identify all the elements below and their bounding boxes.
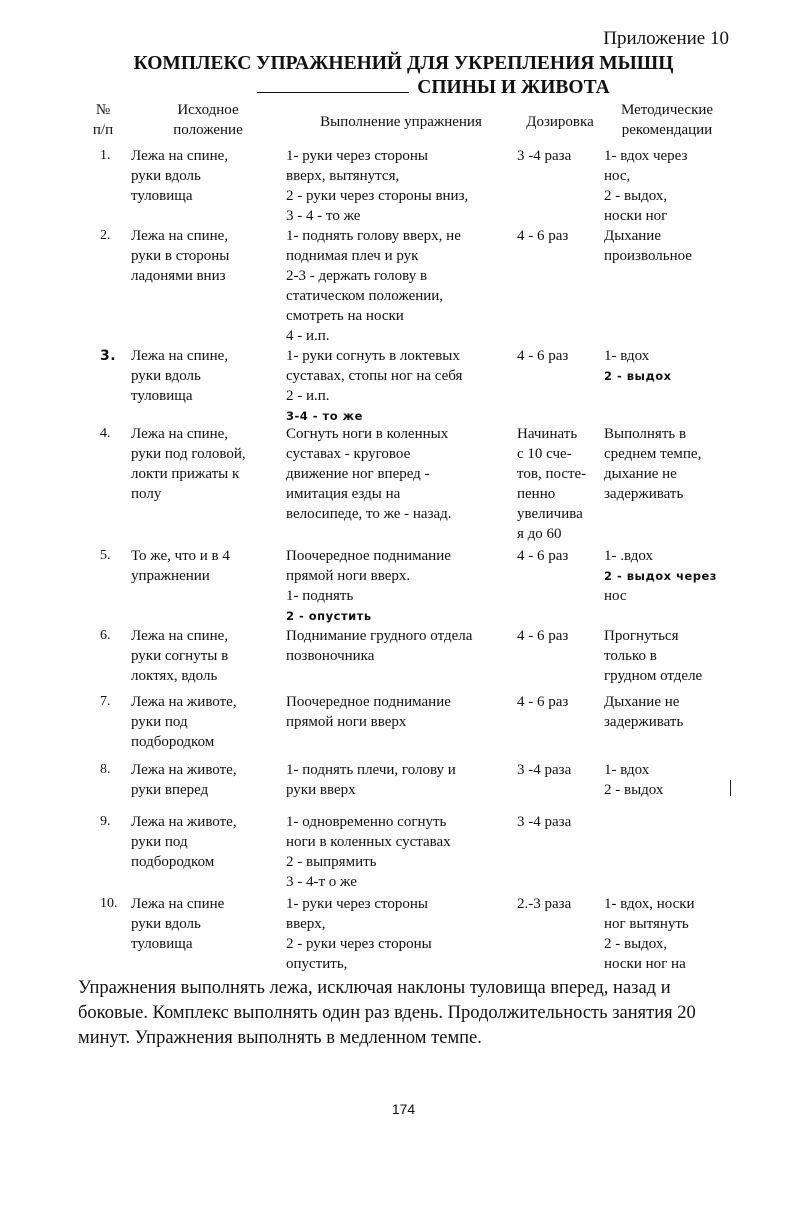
recommendations-line: грудном отделе	[604, 668, 703, 684]
recommendations-line: 1- вдох	[604, 348, 650, 364]
position-line: Лежа на спине,	[131, 348, 229, 364]
row-2-dosage	[517, 226, 607, 246]
position-line: Лежа на спине,	[131, 426, 229, 442]
row-10-num	[100, 894, 134, 914]
row-6-execution	[286, 626, 514, 666]
row-7-position	[131, 692, 281, 752]
row-10-dosage	[517, 894, 607, 914]
recommendations-line: ног вытянуть	[604, 916, 689, 932]
header-dosage	[514, 112, 606, 132]
header-recommendations-line: рекомендации	[621, 122, 713, 138]
position-line: ладонями вниз	[131, 268, 226, 284]
execution-line: 2 - и.п.	[286, 388, 330, 404]
position-line: локти прижаты к	[131, 466, 240, 482]
header-num	[88, 100, 118, 140]
row-5-execution	[286, 546, 514, 626]
position-line: То же, что и в 4	[131, 548, 230, 564]
execution-line: суставах - круговое	[286, 446, 411, 462]
recommendations-line: произвольное	[604, 248, 692, 264]
row-7-execution	[286, 692, 514, 732]
execution-line: вверх,	[286, 916, 326, 932]
row-8-num	[100, 760, 134, 780]
position-line: руки в стороны	[131, 248, 230, 264]
dosage-line: 4 - 6 раз	[517, 348, 569, 364]
title-underline	[257, 76, 409, 93]
position-line: руки вдоль	[131, 368, 201, 384]
page-number: 174	[391, 1101, 416, 1117]
row-9-num	[100, 812, 134, 832]
execution-line: имитация езды на	[286, 486, 401, 502]
row-2-execution	[286, 226, 514, 346]
row-3-position	[131, 346, 281, 406]
row-8-dosage	[517, 760, 607, 780]
position-line: Лежа на животе,	[131, 814, 237, 830]
row-5-position	[131, 546, 281, 586]
position-line: локтях, вдоль	[131, 668, 218, 684]
position-line: Лежа на спине,	[131, 228, 229, 244]
row-10-execution	[286, 894, 514, 974]
recommendations-line: 2 - выдох через	[604, 569, 717, 583]
header-recommendations-line: Методические	[620, 102, 714, 118]
recommendations-line: носки ног	[604, 208, 668, 224]
appendix-label: Приложение 10	[603, 28, 729, 49]
execution-line: 1- поднять голову вверх, не	[286, 228, 461, 244]
dosage-line: 2.-3 раза	[517, 896, 572, 912]
row-2-recommendations	[604, 226, 734, 266]
recommendations-line: Дыхание не	[604, 694, 680, 710]
header-execution	[296, 112, 506, 132]
row-1-position	[131, 146, 281, 206]
execution-line: Поднимание грудного отдела	[286, 628, 473, 644]
row-5-dosage	[517, 546, 607, 566]
recommendations-line: задерживать	[604, 714, 684, 730]
num-line: 3.	[100, 348, 117, 364]
num-line: 5.	[100, 548, 111, 563]
row-5-num	[100, 546, 134, 566]
execution-line: позвоночника	[286, 648, 375, 664]
position-line: руки вдоль	[131, 916, 201, 932]
recommendations-line: 2 - выдох,	[604, 188, 668, 204]
execution-line: Поочередное поднимание	[286, 694, 451, 710]
execution-line: вверх, вытянутся,	[286, 168, 400, 184]
recommendations-line: 2 - выдох	[604, 369, 672, 383]
recommendations-line: нос,	[604, 168, 631, 184]
header-num-line: №	[95, 102, 111, 118]
num-line: 1.	[100, 148, 111, 163]
header-position	[148, 100, 268, 140]
row-4-execution	[286, 424, 514, 524]
position-line: руки согнуты в	[131, 648, 229, 664]
position-line: Лежа на животе,	[131, 694, 237, 710]
execution-line: 2-3 - держать голову в	[286, 268, 428, 284]
position-line: Лежа на спине	[131, 896, 225, 912]
recommendations-line: носки ног на	[604, 956, 686, 972]
execution-line: 1- руки через стороны	[286, 148, 428, 164]
position-line: Лежа на спине,	[131, 148, 229, 164]
row-8-execution	[286, 760, 514, 800]
title-line-2: СПИНЫ И ЖИВОТА	[417, 77, 610, 98]
position-line: руки под	[131, 834, 188, 850]
row-5-recommendations	[604, 546, 734, 606]
execution-line: 3-4 - то же	[286, 409, 363, 423]
execution-line: суставах, стопы ног на себя	[286, 368, 463, 384]
position-line: Лежа на животе,	[131, 762, 237, 778]
title-line-2-wrapper	[0, 76, 807, 100]
execution-line: опустить,	[286, 956, 348, 972]
row-1-dosage	[517, 146, 607, 166]
row-7-dosage	[517, 692, 607, 712]
position-line: упражнении	[131, 568, 210, 584]
position-line: руки под	[131, 714, 188, 730]
execution-line: велосипеде, то же - назад.	[286, 506, 452, 522]
execution-line: 2 - руки через стороны	[286, 936, 432, 952]
execution-line: движение ног вперед -	[286, 466, 430, 482]
position-line: туловища	[131, 936, 193, 952]
recommendations-line: Выполнять в	[604, 426, 687, 442]
row-1-num	[100, 146, 134, 166]
recommendations-line: среднем темпе,	[604, 446, 702, 462]
page-title	[0, 52, 807, 100]
execution-line: 4 - и.п.	[286, 328, 330, 344]
recommendations-line: 2 - выдох,	[604, 936, 668, 952]
row-1-recommendations	[604, 146, 734, 226]
position-line: Лежа на спине,	[131, 628, 229, 644]
dosage-line: 3 -4 раза	[517, 148, 572, 164]
dosage-line: тов, посте-	[517, 466, 587, 482]
row-6-recommendations	[604, 626, 734, 686]
num-line: 6.	[100, 628, 111, 643]
row-9-dosage	[517, 812, 607, 832]
recommendations-line: нос	[604, 588, 627, 604]
num-line: 10.	[100, 896, 118, 911]
row-10-position	[131, 894, 281, 954]
row-9-execution	[286, 812, 514, 892]
row-4-position	[131, 424, 281, 504]
recommendations-line: только в	[604, 648, 657, 664]
dosage-line: пенно	[517, 486, 556, 502]
dosage-line: 4 - 6 раз	[517, 228, 569, 244]
num-line: 4.	[100, 426, 111, 441]
dosage-line: я до 60	[517, 526, 562, 542]
row-8-position	[131, 760, 281, 800]
dosage-line: 4 - 6 раз	[517, 694, 569, 710]
execution-line: Согнуть ноги в коленных	[286, 426, 449, 442]
recommendations-line: Дыхание	[604, 228, 661, 244]
execution-line: 2 - опустить	[286, 609, 372, 623]
execution-line: Поочередное поднимание	[286, 548, 451, 564]
dosage-line: Начинать	[517, 426, 578, 442]
row-8-recommendations	[604, 760, 734, 800]
execution-line: ноги в коленных суставах	[286, 834, 451, 850]
row-3-recommendations	[604, 346, 734, 386]
position-line: руки вдоль	[131, 168, 201, 184]
execution-line: 1- руки через стороны	[286, 896, 428, 912]
num-line: 2.	[100, 228, 111, 243]
num-line: 7.	[100, 694, 111, 709]
dosage-line: 3 -4 раза	[517, 762, 572, 778]
dosage-line: 4 - 6 раз	[517, 628, 569, 644]
row-3-num	[100, 346, 134, 366]
execution-line: статическом положении,	[286, 288, 444, 304]
execution-line: 2 - выпрямить	[286, 854, 377, 870]
footer-text: Упражнения выполнять лежа, исключая наклоны туловища вперед, назад и боковые. Комплекс выполнять один раз вдень. Продолжительность занятия 20 минут. Упражнения выполнять в медленном темпе.	[78, 978, 696, 1048]
recommendations-line: 1- вдох, носки	[604, 896, 695, 912]
position-line: руки вперед	[131, 782, 209, 798]
execution-line: прямой ноги вверх.	[286, 568, 411, 584]
recommendations-line: 1- вдох	[604, 762, 650, 778]
header-recommendations	[608, 100, 726, 140]
row-4-dosage	[517, 424, 607, 544]
recommendations-line: дыхание не	[604, 466, 677, 482]
row-2-position	[131, 226, 281, 286]
position-line: туловища	[131, 188, 193, 204]
execution-line: смотреть на носки	[286, 308, 404, 324]
row-4-num	[100, 424, 134, 444]
row-4-recommendations	[604, 424, 734, 504]
dosage-line: с 10 сче-	[517, 446, 572, 462]
row-7-num	[100, 692, 134, 712]
margin-mark	[730, 780, 731, 796]
dosage-line: 3 -4 раза	[517, 814, 572, 830]
row-6-position	[131, 626, 281, 686]
row-10-recommendations	[604, 894, 734, 974]
row-2-num	[100, 226, 134, 246]
header-execution-line: Выполнение упражнения	[320, 114, 482, 130]
execution-line: 3 - 4 - то же	[286, 208, 361, 224]
title-line-1: КОМПЛЕКС УПРАЖНЕНИЙ ДЛЯ УКРЕПЛЕНИЯ МЫШЦ	[133, 53, 674, 74]
execution-line: поднимая плеч и рук	[286, 248, 419, 264]
execution-line: 1- поднять	[286, 588, 354, 604]
num-line: 9.	[100, 814, 111, 829]
position-line: подбородком	[131, 734, 215, 750]
num-line: 8.	[100, 762, 111, 777]
header-position-line: положение	[173, 122, 243, 138]
position-line: подбородком	[131, 854, 215, 870]
row-6-dosage	[517, 626, 607, 646]
execution-line: прямой ноги вверх	[286, 714, 407, 730]
header-num-line: п/п	[92, 122, 114, 138]
recommendations-line: 2 - выдох	[604, 782, 664, 798]
execution-line: 1- поднять плечи, голову и	[286, 762, 456, 778]
row-3-execution	[286, 346, 514, 426]
row-9-position	[131, 812, 281, 872]
recommendations-line: задерживать	[604, 486, 684, 502]
execution-line: 3 - 4-т о же	[286, 874, 357, 890]
position-line: руки под головой,	[131, 446, 246, 462]
header-position-line: Исходное	[177, 102, 239, 118]
recommendations-line: Прогнуться	[604, 628, 679, 644]
recommendations-line: 1- .вдох	[604, 548, 653, 564]
position-line: полу	[131, 486, 162, 502]
position-line: туловища	[131, 388, 193, 404]
execution-line: 2 - руки через стороны вниз,	[286, 188, 469, 204]
dosage-line: увеличива	[517, 506, 583, 522]
row-3-dosage	[517, 346, 607, 366]
recommendations-line: 1- вдох через	[604, 148, 688, 164]
execution-line: 1- руки согнуть в локтевых	[286, 348, 460, 364]
execution-line: 1- одновременно согнуть	[286, 814, 447, 830]
row-1-execution	[286, 146, 514, 226]
dosage-line: 4 - 6 раз	[517, 548, 569, 564]
execution-line: руки вверх	[286, 782, 356, 798]
header-dosage-line: Дозировка	[526, 114, 594, 130]
row-7-recommendations	[604, 692, 734, 732]
row-6-num	[100, 626, 134, 646]
